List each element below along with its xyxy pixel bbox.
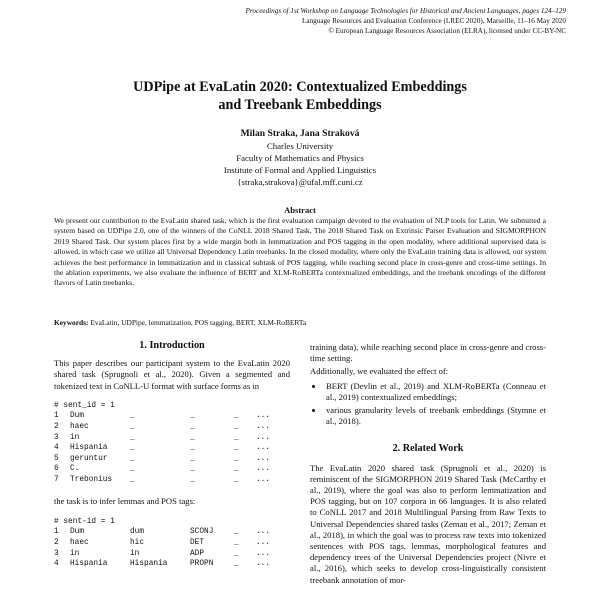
code-cell-form: haec — [70, 423, 89, 431]
code-cell-c4: _ — [234, 454, 239, 463]
code-cell-c5: ... — [256, 538, 271, 547]
code-cell-c2: in — [130, 549, 140, 558]
proceedings-header — [246, 6, 567, 37]
code-cell-c4: _ — [234, 423, 239, 431]
code-cell-form: haec — [70, 538, 89, 547]
code-cell-c2: _ — [130, 433, 135, 442]
code-cell-form: Hispania — [70, 444, 108, 453]
code-cell-c4: _ — [234, 465, 239, 474]
code-row — [54, 422, 290, 433]
code-cell-c3: _ — [190, 454, 195, 463]
code-cell-c5: ... — [256, 412, 271, 421]
code-cell-id: 1 — [54, 528, 59, 537]
code-block-input — [54, 401, 290, 486]
code-cell-id: 7 — [54, 475, 59, 484]
task-sentence: the task is to infer lemmas and POS tags: — [54, 495, 196, 506]
intro-paragraph: This paper describes our participant system to the EvaLatin 2020 shared task (Sprugnoli et al., 2020). Given a segmented and tokenized text in CoNLL-U format with surface forms as in — [54, 358, 290, 391]
affiliation-university: Charles University — [266, 141, 334, 151]
code-cell-c5: ... — [256, 560, 271, 569]
keywords-text: EvaLatin, UDPipe, lemmatization, POS tagging, BERT, XLM-RoBERTa — [90, 318, 307, 327]
code-cell-c5: ... — [256, 549, 271, 558]
code-cell-c5: ... — [256, 465, 271, 474]
code-cell-c2: _ — [130, 465, 135, 474]
code-cell-c2: _ — [130, 444, 135, 453]
code-cell-c4: _ — [234, 433, 239, 442]
code-row — [54, 559, 290, 570]
list-item: • BERT (Devlin et al., 2019) and XLM-RoBERTa (Conneau et al., 2019) contextualized embeddings; — [324, 381, 546, 403]
code-cell-form: Dum — [70, 412, 85, 421]
code-comment: # sent-id = 1 — [54, 517, 115, 526]
code-row — [54, 538, 290, 549]
right-column — [310, 342, 546, 586]
authors: Milan Straka, Jana Straková — [240, 128, 360, 139]
list-item: • various granularity levels of treebank embeddings (Stymne et al., 2018). — [324, 405, 546, 427]
affiliation-institute: Institute of Formal and Applied Linguistics — [223, 165, 377, 175]
code-cell-c4: _ — [234, 444, 239, 453]
abstract-heading: Abstract — [284, 205, 316, 215]
intro-heading: 1. Introduction — [139, 340, 205, 351]
code-row — [54, 475, 290, 486]
paper-title — [0, 78, 600, 114]
code-cell-c4: _ — [234, 528, 239, 537]
code-cell-c3: _ — [190, 433, 195, 442]
code-cell-c2: _ — [130, 475, 135, 484]
code-cell-c2: dum — [130, 528, 145, 537]
code-rows — [54, 527, 290, 569]
code-cell-c5: ... — [256, 423, 271, 431]
code-row — [54, 433, 290, 444]
code-cell-form: C. — [70, 465, 80, 474]
code-cell-id: 2 — [54, 538, 59, 547]
code-cell-c4: _ — [234, 549, 239, 558]
code-cell-form: Dum — [70, 528, 85, 537]
code-cell-form: in — [70, 433, 80, 442]
code-cell-c3: _ — [190, 465, 195, 474]
code-cell-form: Trebonius — [70, 475, 113, 484]
code-cell-c5: ... — [256, 444, 271, 453]
effects-list — [310, 381, 546, 428]
code-block-output — [54, 517, 290, 570]
code-cell-c3: _ — [190, 444, 195, 453]
code-cell-c5: ... — [256, 475, 271, 484]
code-cell-c5: ... — [256, 454, 271, 463]
code-cell-id: 6 — [54, 465, 59, 474]
code-row — [54, 527, 290, 538]
code-cell-c4: _ — [234, 538, 239, 547]
code-comment: # sent_id = 1 — [54, 401, 115, 410]
code-cell-c2: _ — [130, 454, 135, 463]
code-cell-c3: _ — [190, 423, 195, 431]
code-cell-form: geruntur — [70, 454, 108, 463]
code-cell-c5: ... — [256, 433, 271, 442]
code-row — [54, 549, 290, 560]
code-cell-c2: _ — [130, 412, 135, 421]
code-cell-c2: hic — [130, 538, 145, 547]
code-row — [54, 411, 290, 422]
keywords-label: Keywords: — [54, 318, 89, 327]
code-cell-c3: ADP — [190, 549, 205, 558]
related-work-heading: 2. Related Work — [392, 443, 464, 455]
code-cell-c3: _ — [190, 412, 195, 421]
abstract-text: We present our contribution to the EvaLatin shared task, which is the first evaluation campaign devoted to the evaluation of NLP tools for Latin. We submitted a system based on UDPipe 2.0, one of the winners of the CoNLL 2018 Shared Task, The 2018 Shared Task on Extrinsic Parser Evaluation and SIGMORPHON 2019 Shared Task. Our system places first by a wide margin both in lemmatization and POS tagging in the open modality, where additional supervised data is allowed, in which case we utilize all Universal Dependency Latin treebanks. In the closed modality, where only the EvaLatin training data is allowed, our system achieves the best performance in lemmatization and in classical subtask of POS tagging, while reaching second place in cross-genre and cross-time settings. In the ablation experiments, we also evaluate the influence of BERT and XLM-RoBERTa contextualized embeddings, and the treebank encodings of the different flavors of Latin treebanks. — [54, 216, 546, 288]
code-row — [54, 443, 290, 454]
code-cell-id: 1 — [54, 412, 59, 421]
code-cell-id: 5 — [54, 454, 59, 463]
code-cell-c4: _ — [234, 412, 239, 421]
code-cell-c4: _ — [234, 560, 239, 569]
author-email: {straka,strakova}@ufal.mff.cuni.cz — [237, 177, 363, 187]
code-cell-form: Hispania — [70, 560, 108, 569]
code-cell-id: 3 — [54, 433, 59, 442]
code-row — [54, 454, 290, 465]
header-line-2: Language Resources and Evaluation Conference (LREC 2020), Marseille, 11–16 May 2020 — [302, 17, 566, 26]
code-cell-id: 2 — [54, 423, 59, 431]
code-cell-c4: _ — [234, 475, 239, 484]
affiliation-faculty: Faculty of Mathematics and Physics — [236, 153, 364, 163]
right-paragraph-1: training data), while reaching second place in cross-genre and cross-time setting. — [310, 342, 546, 364]
code-cell-id: 4 — [54, 444, 59, 453]
right-paragraph-2: Additionally, we evaluated the effect of: — [310, 366, 449, 377]
code-cell-form: in — [70, 549, 80, 558]
affiliation — [0, 140, 600, 188]
code-cell-id: 3 — [54, 549, 59, 558]
left-column — [54, 340, 290, 570]
code-cell-c3: PROPN — [190, 560, 214, 569]
code-cell-c3: SCONJ — [190, 528, 214, 537]
keywords — [54, 318, 306, 327]
code-cell-c3: DET — [190, 538, 205, 547]
related-work-paragraph: The EvaLatin 2020 shared task (Sprugnoli et al., 2020) is reminiscent of the SIGMORPHON 2019 Shared Task (McCarthy et al., 2019), where the goal was also to perform lemmatization and POS tagging, but on 107 corpora in 66 languages. It is also related to CoNLL 2017 and 2018 Multilingual Parsing from Raw Texts to Universal Dependencies shared tasks (Zeman et al., 2017; Zeman et al., 2018), in which the goal was to process raw texts into tokenized sentences with POS tags, lemmas, morphological features and dependency trees of the Universal Dependencies project (Nivre et al., 2016), which seeks to develop cross-linguistically consistent treebank annotation of mor- — [310, 462, 546, 585]
title-line-2: and Treebank Embeddings — [218, 97, 382, 113]
code-cell-c2: Hispania — [130, 560, 168, 569]
code-row — [54, 464, 290, 475]
code-cell-c2: _ — [130, 423, 135, 431]
title-line-1: UDPipe at EvaLatin 2020: Contextualized Embeddings — [133, 79, 467, 95]
header-line-3: © European Language Resources Association (ELRA), licensed under CC-BY-NC — [328, 27, 566, 36]
code-cell-c5: ... — [256, 528, 271, 537]
code-rows — [54, 411, 290, 485]
code-cell-id: 4 — [54, 560, 59, 569]
header-line-1: Proceedings of 1st Workshop on Language Technologies for Historical and Ancient Languages, pages 124–129 — [245, 7, 566, 15]
code-cell-c3: _ — [190, 475, 195, 484]
